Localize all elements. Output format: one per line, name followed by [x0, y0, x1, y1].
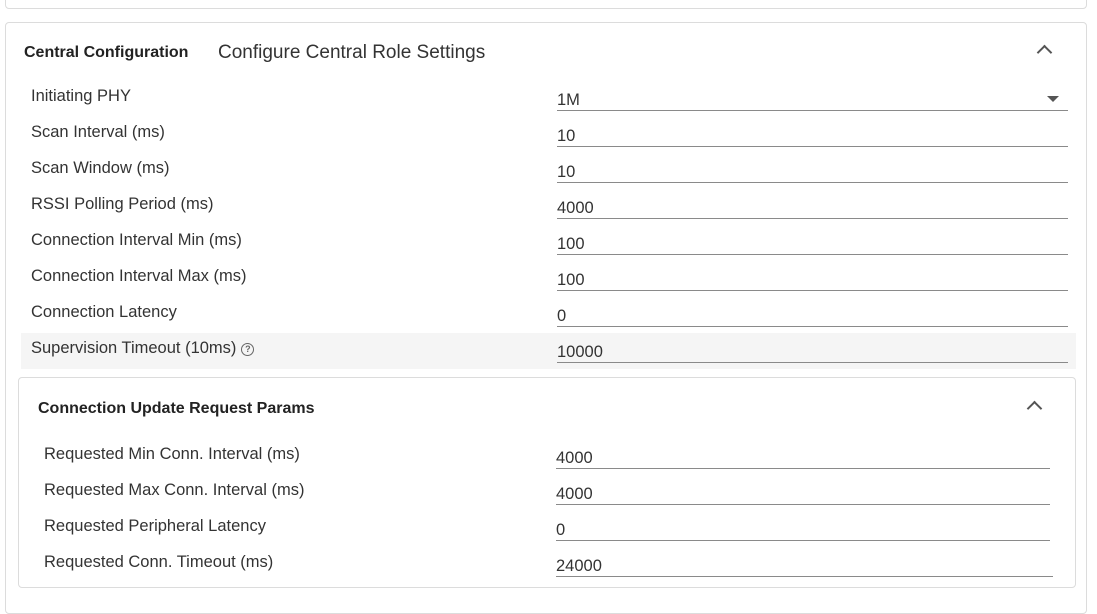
rssi-polling-period-label: RSSI Polling Period (ms) [31, 195, 214, 213]
connection-interval-min-value: 100 [557, 235, 585, 253]
supervision-timeout-label: Supervision Timeout (10ms) [31, 339, 237, 357]
scan-window-label: Scan Window (ms) [31, 159, 170, 177]
requested-peripheral-latency-input[interactable] [556, 518, 1050, 541]
requested-min-conn-interval-input[interactable] [556, 446, 1050, 469]
rssi-polling-period-input[interactable] [557, 196, 1068, 219]
requested-min-conn-interval-label: Requested Min Conn. Interval (ms) [44, 445, 300, 463]
scan-interval-label: Scan Interval (ms) [31, 123, 165, 141]
requested-min-conn-interval-row [19, 439, 1073, 475]
supervision-timeout-row [21, 333, 1076, 369]
requested-max-conn-interval-value: 4000 [556, 485, 593, 503]
scan-interval-row [21, 117, 1076, 153]
connection-interval-max-input[interactable] [557, 268, 1068, 291]
requested-conn-timeout-label: Requested Conn. Timeout (ms) [44, 553, 274, 571]
connection-interval-max-label: Connection Interval Max (ms) [31, 267, 247, 285]
requested-peripheral-latency-value: 0 [556, 521, 566, 539]
connection-interval-min-row [21, 225, 1076, 261]
supervision-timeout-label-wrap [31, 339, 254, 358]
collapse-chevron-up-icon[interactable] [1027, 401, 1043, 417]
sub-panel-title: Connection Update Request Params [38, 400, 315, 417]
scan-interval-input[interactable] [557, 124, 1068, 147]
supervision-timeout-value: 10000 [557, 343, 603, 361]
connection-latency-input[interactable] [557, 304, 1068, 327]
requested-conn-timeout-input[interactable] [556, 554, 1053, 577]
requested-conn-timeout-row [19, 547, 1073, 583]
central-configuration-panel [5, 22, 1087, 614]
scan-window-input[interactable] [557, 160, 1068, 183]
requested-peripheral-latency-label: Requested Peripheral Latency [44, 517, 266, 535]
connection-latency-value: 0 [557, 307, 567, 325]
initiating-phy-select[interactable] [557, 88, 1068, 111]
panel-subtitle: Configure Central Role Settings [218, 42, 486, 63]
previous-section-card [5, 0, 1087, 9]
caret-down-icon[interactable] [1047, 96, 1059, 102]
scan-interval-value: 10 [557, 127, 576, 145]
requested-min-conn-interval-value: 4000 [556, 449, 593, 467]
connection-interval-min-input[interactable] [557, 232, 1068, 255]
connection-interval-min-label: Connection Interval Min (ms) [31, 231, 242, 249]
connection-interval-max-row [21, 261, 1076, 297]
collapse-chevron-up-icon[interactable] [1037, 45, 1053, 61]
connection-update-request-params-panel [18, 377, 1076, 588]
panel-title: Central Configuration [24, 44, 189, 61]
requested-max-conn-interval-input[interactable] [556, 482, 1050, 505]
rssi-polling-period-row [21, 189, 1076, 225]
initiating-phy-row [21, 81, 1076, 117]
connection-latency-label: Connection Latency [31, 303, 177, 321]
connection-latency-row [21, 297, 1076, 333]
scan-window-row [21, 153, 1076, 189]
help-circle-icon[interactable]: ? [241, 343, 254, 356]
initiating-phy-value: 1M [557, 91, 580, 109]
requested-max-conn-interval-label: Requested Max Conn. Interval (ms) [44, 481, 305, 499]
requested-max-conn-interval-row [19, 475, 1073, 511]
requested-peripheral-latency-row [19, 511, 1073, 547]
connection-interval-max-value: 100 [557, 271, 585, 289]
supervision-timeout-input[interactable] [557, 340, 1068, 363]
requested-conn-timeout-value: 24000 [556, 557, 602, 575]
rssi-polling-period-value: 4000 [557, 199, 594, 217]
scan-window-value: 10 [557, 163, 576, 181]
initiating-phy-label: Initiating PHY [31, 87, 131, 105]
